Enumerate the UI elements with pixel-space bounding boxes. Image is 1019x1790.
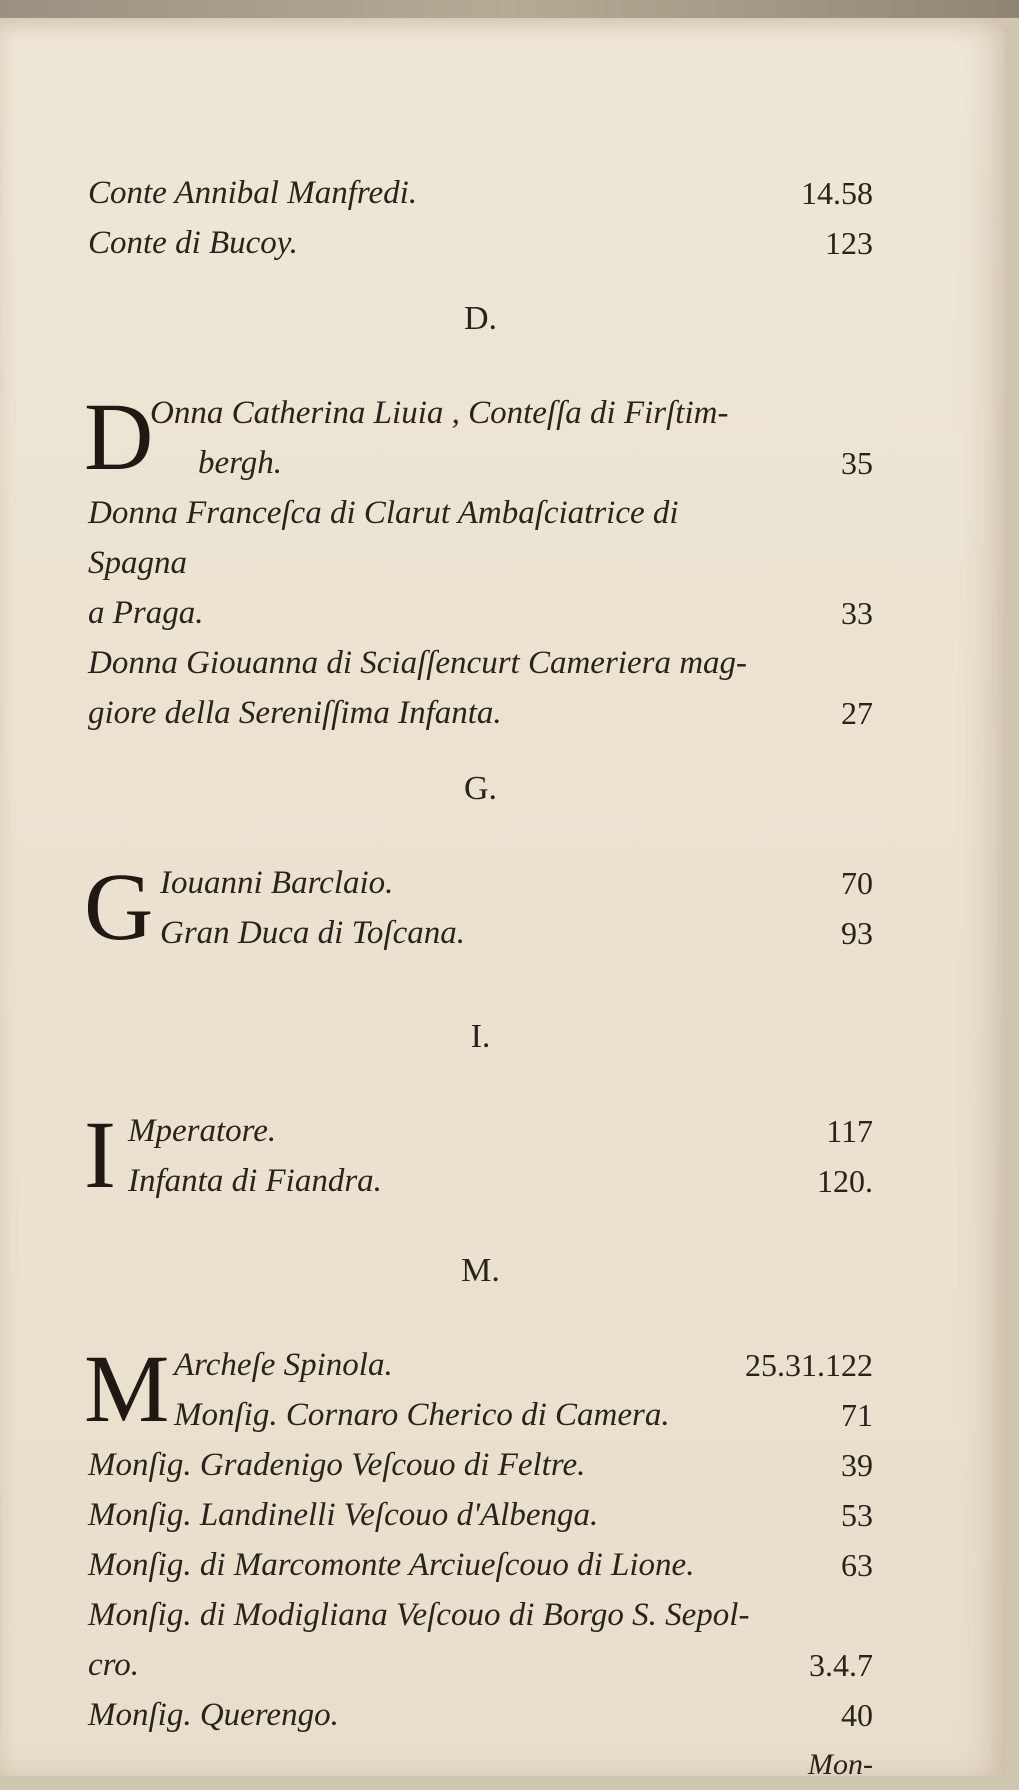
section-letter-d: D. xyxy=(463,300,498,337)
index-entry xyxy=(88,488,873,588)
entry-page: 93 xyxy=(841,915,873,951)
index-entry xyxy=(88,588,873,638)
entry-name: a Praga. xyxy=(88,595,204,631)
entry-page: 123 xyxy=(825,225,873,261)
index-entry xyxy=(88,218,873,268)
entry-page: 70 xyxy=(841,865,873,901)
entry-name: giore della Sereniſſima Infanta. xyxy=(88,695,502,731)
index-entry xyxy=(88,1690,873,1740)
book-page xyxy=(0,18,1005,1781)
entry-page: 117 xyxy=(826,1113,873,1149)
drop-cap-i: I xyxy=(84,1101,116,1208)
entry-page: 27 xyxy=(841,695,873,731)
index-entry xyxy=(88,1490,873,1540)
entry-name: Iouanni Barclaio. xyxy=(160,865,394,901)
index-entry xyxy=(88,1440,873,1490)
index-entry xyxy=(150,388,873,438)
entry-name: Archeſe Spinola. xyxy=(174,1347,393,1383)
section-d xyxy=(84,383,873,738)
entry-name: cro. xyxy=(88,1647,140,1683)
entry-name: Mperatore. xyxy=(128,1113,277,1149)
index-entry xyxy=(88,638,873,688)
entry-name: Conte di Bucoy. xyxy=(88,225,298,261)
index-entry xyxy=(88,1590,873,1640)
section-letter-i: I. xyxy=(470,1018,491,1055)
entry-name: Infanta di Fiandra. xyxy=(128,1163,382,1199)
index-entry xyxy=(174,1340,873,1390)
index-entry xyxy=(88,688,873,738)
entry-name: Donna Franceſca di Clarut Ambaſciatrice di Spagna xyxy=(88,495,679,581)
index-entry xyxy=(198,438,873,488)
index-entry xyxy=(160,908,873,958)
section-letter-m: M. xyxy=(461,1252,500,1289)
section-letter-g: G. xyxy=(463,770,498,807)
index-entry xyxy=(88,1540,873,1590)
entry-page: 35 xyxy=(841,445,873,481)
index-entry xyxy=(128,1156,873,1206)
entry-page: 3.4.7 xyxy=(809,1647,873,1683)
drop-cap-d: D xyxy=(84,383,154,490)
entry-page: 25.31.122 xyxy=(745,1347,873,1383)
entry-page: 53 xyxy=(841,1497,873,1533)
entry-name: Onna Catherina Liuia , Conteſſa di Firſtim- xyxy=(150,395,729,431)
index-entry xyxy=(128,1106,873,1156)
index-content xyxy=(84,168,873,1790)
catchword: Mon- xyxy=(808,1748,873,1781)
entry-name: Monſig. Querengo. xyxy=(88,1697,339,1733)
drop-cap-m: M xyxy=(84,1335,170,1442)
entry-name: bergh. xyxy=(198,445,283,481)
drop-cap-g: G xyxy=(84,853,154,960)
entry-name: Gran Duca di Toſcana. xyxy=(160,915,465,951)
entry-name: Conte Annibal Manfredi. xyxy=(88,175,418,211)
entry-page: 63 xyxy=(841,1547,873,1583)
entry-page: 14.58 xyxy=(801,175,873,211)
section-g xyxy=(84,853,873,960)
entry-name: Monſig. Landinelli Veſcouo d'Albenga. xyxy=(88,1497,599,1533)
entry-page: 40 xyxy=(841,1697,873,1733)
entry-name: Monſig. Gradenigo Veſcouo di Feltre. xyxy=(88,1447,586,1483)
page-edge xyxy=(0,0,1019,18)
entry-page: 120. xyxy=(817,1163,873,1199)
section-i xyxy=(84,1101,873,1208)
index-entry xyxy=(160,858,873,908)
index-entry xyxy=(88,168,873,218)
entry-name: Monſig. di Modigliana Veſcouo di Borgo S. Sepol- xyxy=(88,1597,750,1633)
entry-page: 33 xyxy=(841,595,873,631)
entry-name: Donna Giouanna di Sciaſſencurt Cameriera mag- xyxy=(88,645,748,681)
entry-name: Monſig. di Marcomonte Arciueſcouo di Lione. xyxy=(88,1547,695,1583)
entry-page: 71 xyxy=(841,1397,873,1433)
index-entry xyxy=(88,1640,873,1690)
section-m xyxy=(84,1335,873,1740)
entry-name: Monſig. Cornaro Cherico di Camera. xyxy=(174,1397,670,1433)
index-entry xyxy=(174,1390,873,1440)
entry-page: 39 xyxy=(841,1447,873,1483)
